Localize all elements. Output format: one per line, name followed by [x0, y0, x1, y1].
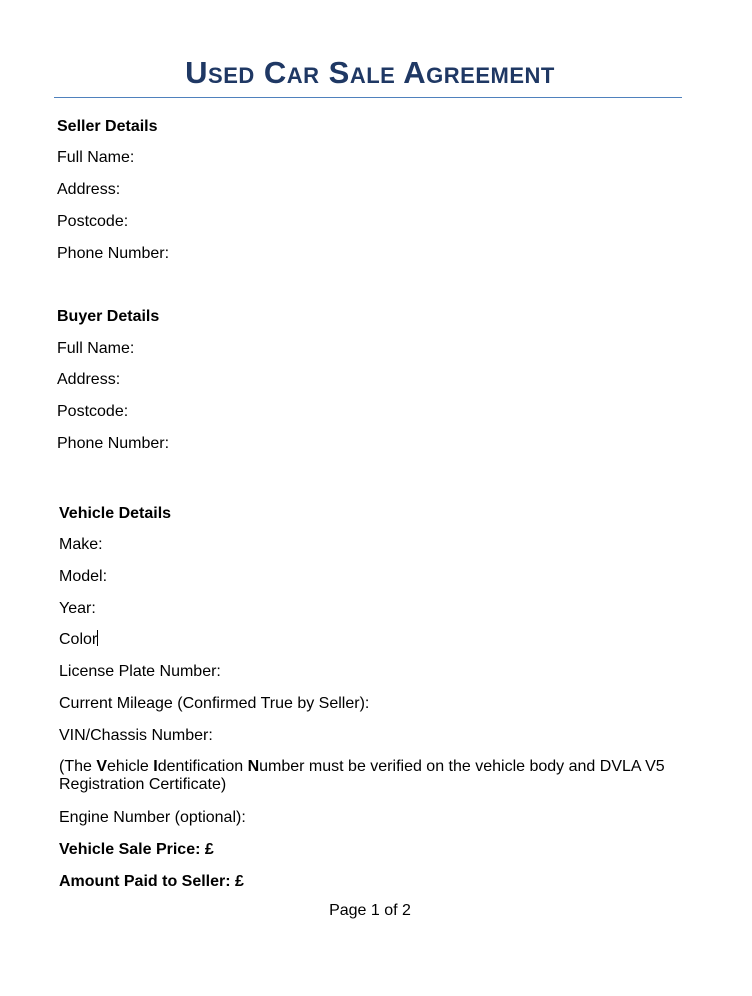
- page-number: Page 1 of 2: [329, 902, 411, 919]
- text-cursor: [97, 630, 98, 646]
- amount-paid-field[interactable]: Amount Paid to Seller: £: [59, 873, 244, 890]
- vehicle-details-heading: Vehicle Details: [59, 505, 172, 522]
- seller-details-heading: Seller Details: [57, 118, 158, 135]
- note-text: dentification: [157, 758, 248, 775]
- vehicle-model-field[interactable]: Model:: [59, 568, 108, 585]
- buyer-details-heading: Buyer Details: [57, 308, 160, 325]
- seller-postcode-field[interactable]: Postcode:: [57, 213, 129, 230]
- note-text: ehicle: [107, 758, 154, 775]
- note-text: umber must be verified on the vehicle body and DVLA V5 Registration Certificate): [59, 758, 665, 793]
- note-bold-letter: N: [247, 758, 260, 775]
- vehicle-color-label: Color: [59, 631, 98, 648]
- note-bold-letter: V: [96, 758, 108, 775]
- vehicle-make-field[interactable]: Make:: [59, 536, 103, 553]
- vehicle-sale-price-field[interactable]: Vehicle Sale Price: £: [59, 841, 214, 858]
- seller-phone-field[interactable]: Phone Number:: [57, 245, 170, 262]
- vin-verification-note: [59, 758, 679, 794]
- vehicle-year-field[interactable]: Year:: [59, 600, 96, 617]
- vehicle-vin-field[interactable]: VIN/Chassis Number:: [59, 727, 213, 744]
- vehicle-license-plate-field[interactable]: License Plate Number:: [59, 663, 221, 680]
- title-divider: [54, 97, 682, 98]
- note-bold-letter: I: [153, 758, 158, 775]
- seller-address-field[interactable]: Address:: [57, 181, 121, 198]
- vehicle-mileage-field[interactable]: Current Mileage (Confirmed True by Seller):: [59, 695, 370, 712]
- vehicle-color-field[interactable]: [59, 630, 98, 649]
- vehicle-engine-number-field[interactable]: Engine Number (optional):: [59, 809, 246, 826]
- buyer-full-name-field[interactable]: Full Name:: [57, 340, 135, 357]
- buyer-postcode-field[interactable]: Postcode:: [57, 403, 129, 420]
- buyer-address-field[interactable]: Address:: [57, 371, 121, 388]
- document-title: Used Car Sale Agreement: [185, 55, 555, 90]
- buyer-phone-field[interactable]: Phone Number:: [57, 435, 170, 452]
- seller-full-name-field[interactable]: Full Name:: [57, 149, 135, 166]
- note-text: (The: [59, 758, 97, 775]
